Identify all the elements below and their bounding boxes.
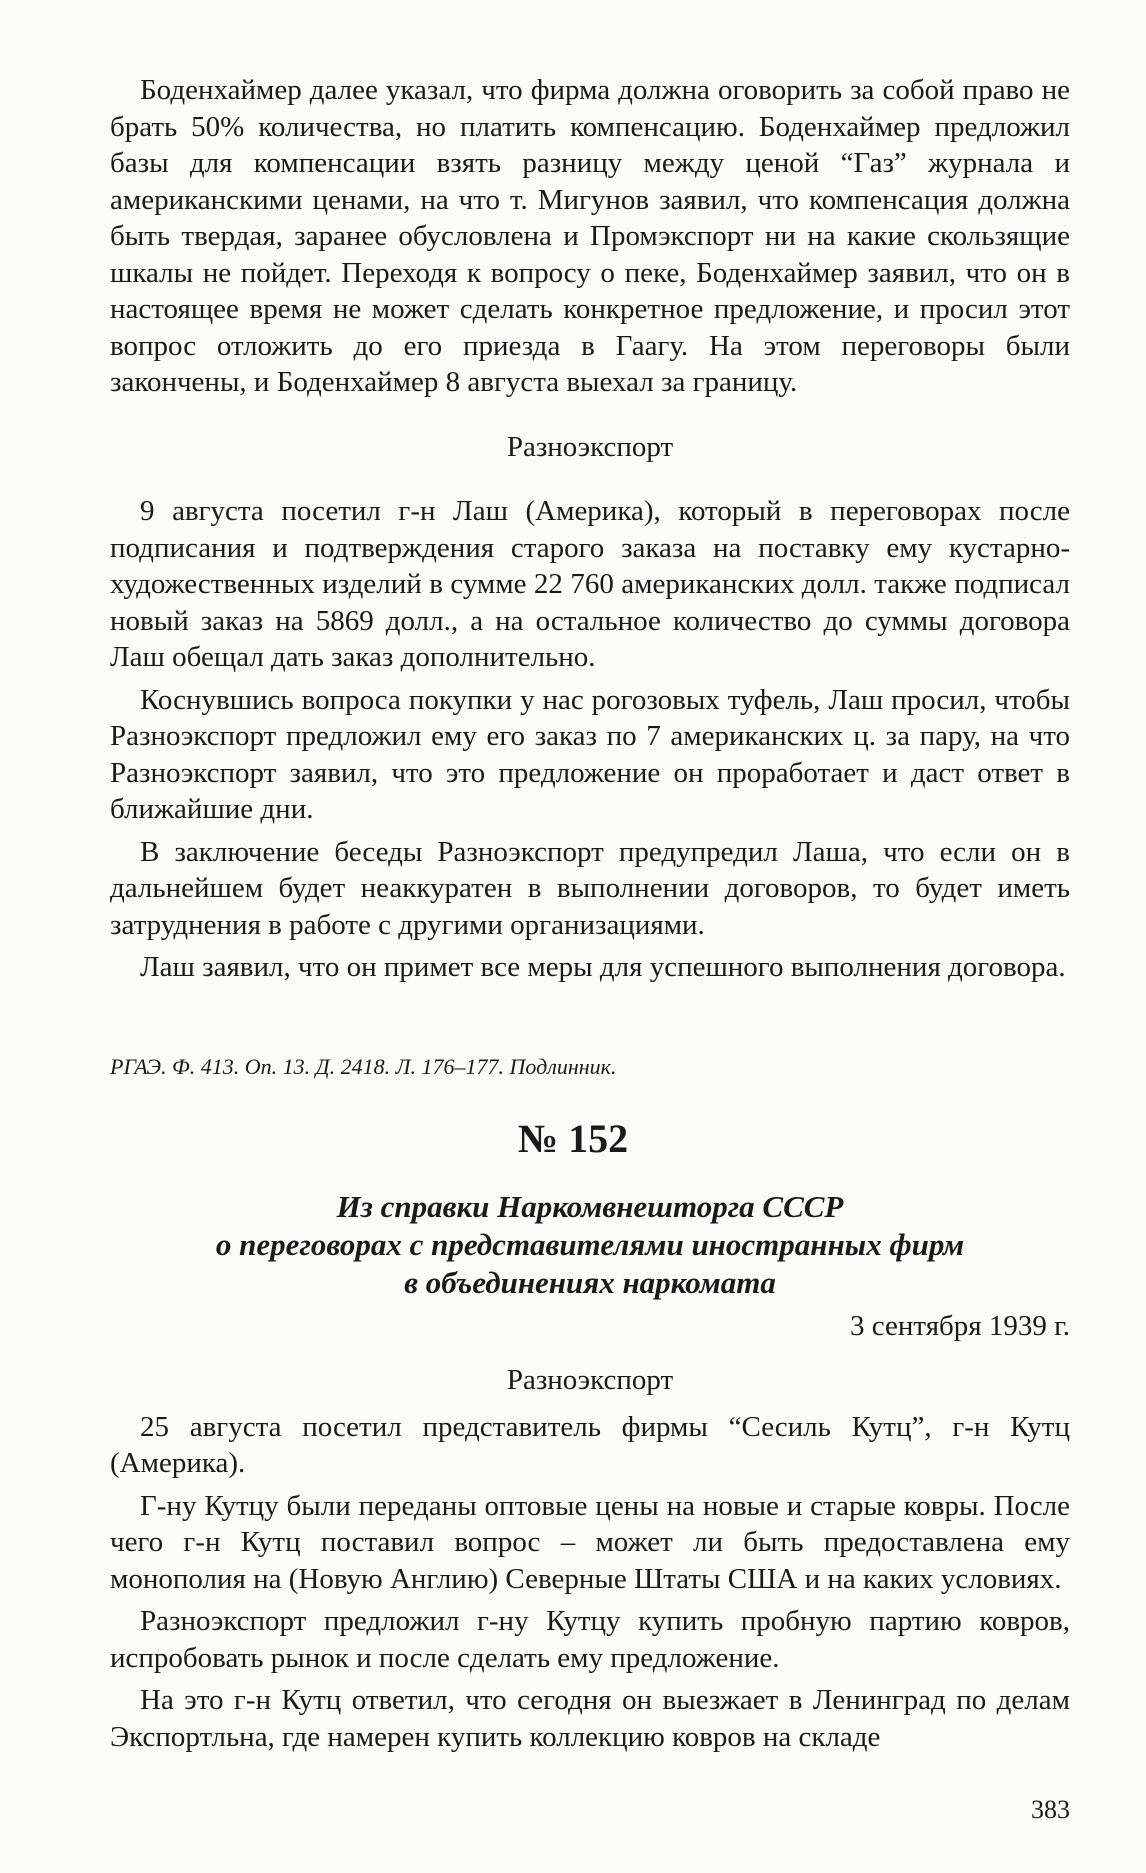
section-heading: Разноэкспорт [506, 430, 674, 463]
document-title-line: в объединениях наркомата [404, 1265, 776, 1300]
paragraph: 9 августа посетил г-н Лаш (Америка), который в переговорах после подписания и подтверждения старого заказа на поставку ему кустарно-художественных изделий в сумме 22 760 американских долл. также подписал новый заказ на 5869 долл., а на остальное количество до суммы договора Лаш обещал дать заказ дополнительно. [110, 495, 1070, 673]
document-date: 3 сентября 1939 г. [850, 1310, 1070, 1342]
paragraph: На это г-н Кутц ответил, что сегодня он выезжает в Ленинград по делам Экспортльна, где намерен купить коллекцию ковров на складе [110, 1684, 1070, 1753]
page-number: 383 [1031, 1795, 1070, 1824]
document-number: № 152 [517, 1116, 629, 1161]
paragraph: Г-ну Кутцу были переданы оптовые цены на новые и старые ковры. После чего г-н Кутц поставил вопрос – может ли быть предоставлена ему монополия на (Новую Англию) Северные Штаты США и на каких условиях. [110, 1489, 1070, 1595]
paragraph: Коснувшись вопроса покупки у нас рогозовых туфель, Лаш просил, чтобы Разноэкспорт предложил ему его заказ по 7 американских ц. за пару, на что Разноэкспорт заявил, что это предложение он проработает и даст ответ в ближайшие дни. [110, 683, 1070, 825]
paragraph: Разноэкспорт предложил г-ну Кутцу купить пробную партию ковров, испробовать рынок и после сделать ему предложение. [110, 1605, 1070, 1674]
document-title-line: Из справки Наркомвнешторга СССР [336, 1189, 844, 1224]
paragraph: В заключение беседы Разноэкспорт предупредил Лаша, что если он в дальнейшем будет неаккуратен в выполнении договоров, то будет иметь затруднения в работе с другими организациями. [110, 835, 1070, 941]
document-title-line: о переговорах с представителями иностранных фирм [215, 1227, 965, 1262]
continued-text-block [110, 72, 1070, 986]
paragraph: Боденхаймер далее указал, что фирма должна оговорить за собой право не брать 50% количества, но платить компенсацию. Боденхаймер предложил базы для компенсации взять разницу между ценой “Газ” журнала и американскими ценами, на что т. Мигунов заявил, что компенсация должна быть твердая, заранее обусловлена и Промэкспорт ни на какие скользящие шкалы не пойдет. Переходя к вопросу о пеке, Боденхаймер заявил, что он в настоящее время не может сделать конкретное предложение, и просил этот вопрос отложить до его приезда в Гаагу. На этом переговоры были закончены, и Боденхаймер 8 августа выехал за границу. [110, 74, 1070, 398]
archive-source-note: РГАЭ. Ф. 413. Оп. 13. Д. 2418. Л. 176–177. Подлинник. [110, 1054, 617, 1079]
document-title [110, 1188, 1070, 1302]
document-body [110, 1362, 1070, 1755]
paragraph: 25 августа посетил представитель фирмы “Сесиль Кутц”, г-н Кутц (Америка). [110, 1410, 1070, 1479]
paragraph: Лаш заявил, что он примет все меры для успешного выполнения договора. [140, 951, 1066, 983]
section-heading: Разноэкспорт [506, 1364, 674, 1396]
